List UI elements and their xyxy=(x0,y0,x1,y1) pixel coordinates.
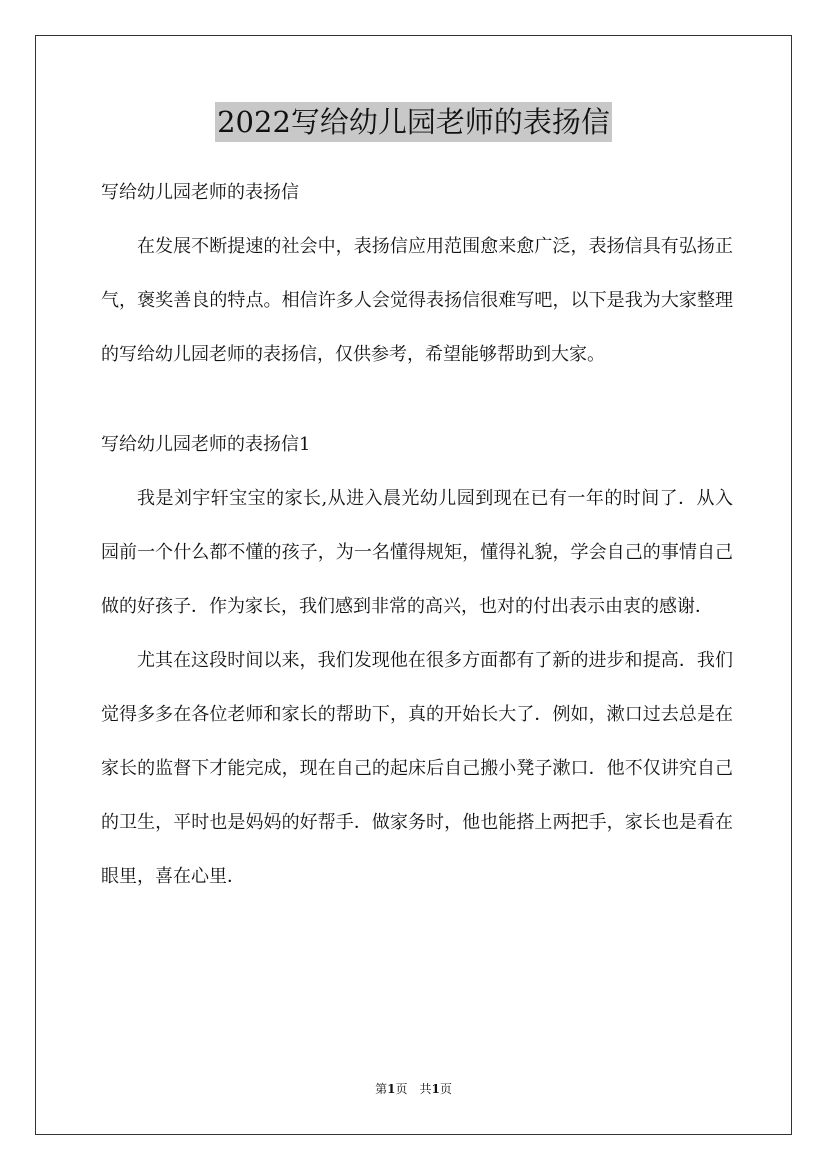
document-body xyxy=(101,166,733,904)
page-prefix: 第 xyxy=(375,1082,388,1096)
page-total: 1 xyxy=(431,1082,440,1096)
section-spacer xyxy=(101,382,733,418)
page-current: 1 xyxy=(387,1082,396,1096)
intro-heading: 写给幼儿园老师的表扬信 xyxy=(101,182,299,203)
title-container xyxy=(0,102,827,142)
document-title: 2022写给幼儿园老师的表扬信 xyxy=(215,102,612,142)
section-heading: 写给幼儿园老师的表扬信1 xyxy=(101,434,311,455)
body-paragraph-2: 尤其在这段时间以来，我们发现他在很多方面都有了新的进步和提高．我们觉得多多在各位老师和家长的帮助下，真的开始长大了．例如，漱口过去总是在家长的监督下才能完成，现在自己的起床后自己搬小凳子漱口．他不仅讲究自己的卫生，平时也是妈妈的好帮手．做家务时，他也能搭上两把手，家长也是看在眼里，喜在心里． xyxy=(101,650,733,887)
intro-paragraph: 在发展不断提速的社会中，表扬信应用范围愈来愈广泛，表扬信具有弘扬正气，褒奖善良的特点。相信许多人会觉得表扬信很难写吧，以下是我为大家整理的写给幼儿园老师的表扬信，仅供参考，希望能够帮助到大家。 xyxy=(101,236,733,365)
page-mid: 页 共 xyxy=(395,1082,432,1096)
page-footer xyxy=(0,1080,827,1097)
page-suffix: 页 xyxy=(439,1082,452,1096)
body-paragraph-1: 我是刘宇轩宝宝的家长,从进入晨光幼儿园到现在已有一年的时间了．从入园前一个什么都不懂的孩子，为一名懂得规矩，懂得礼貌，学会自己的事情自己做的好孩子．作为家长，我们感到非常的高兴，也对的付出表示由衷的感谢． xyxy=(101,488,733,617)
